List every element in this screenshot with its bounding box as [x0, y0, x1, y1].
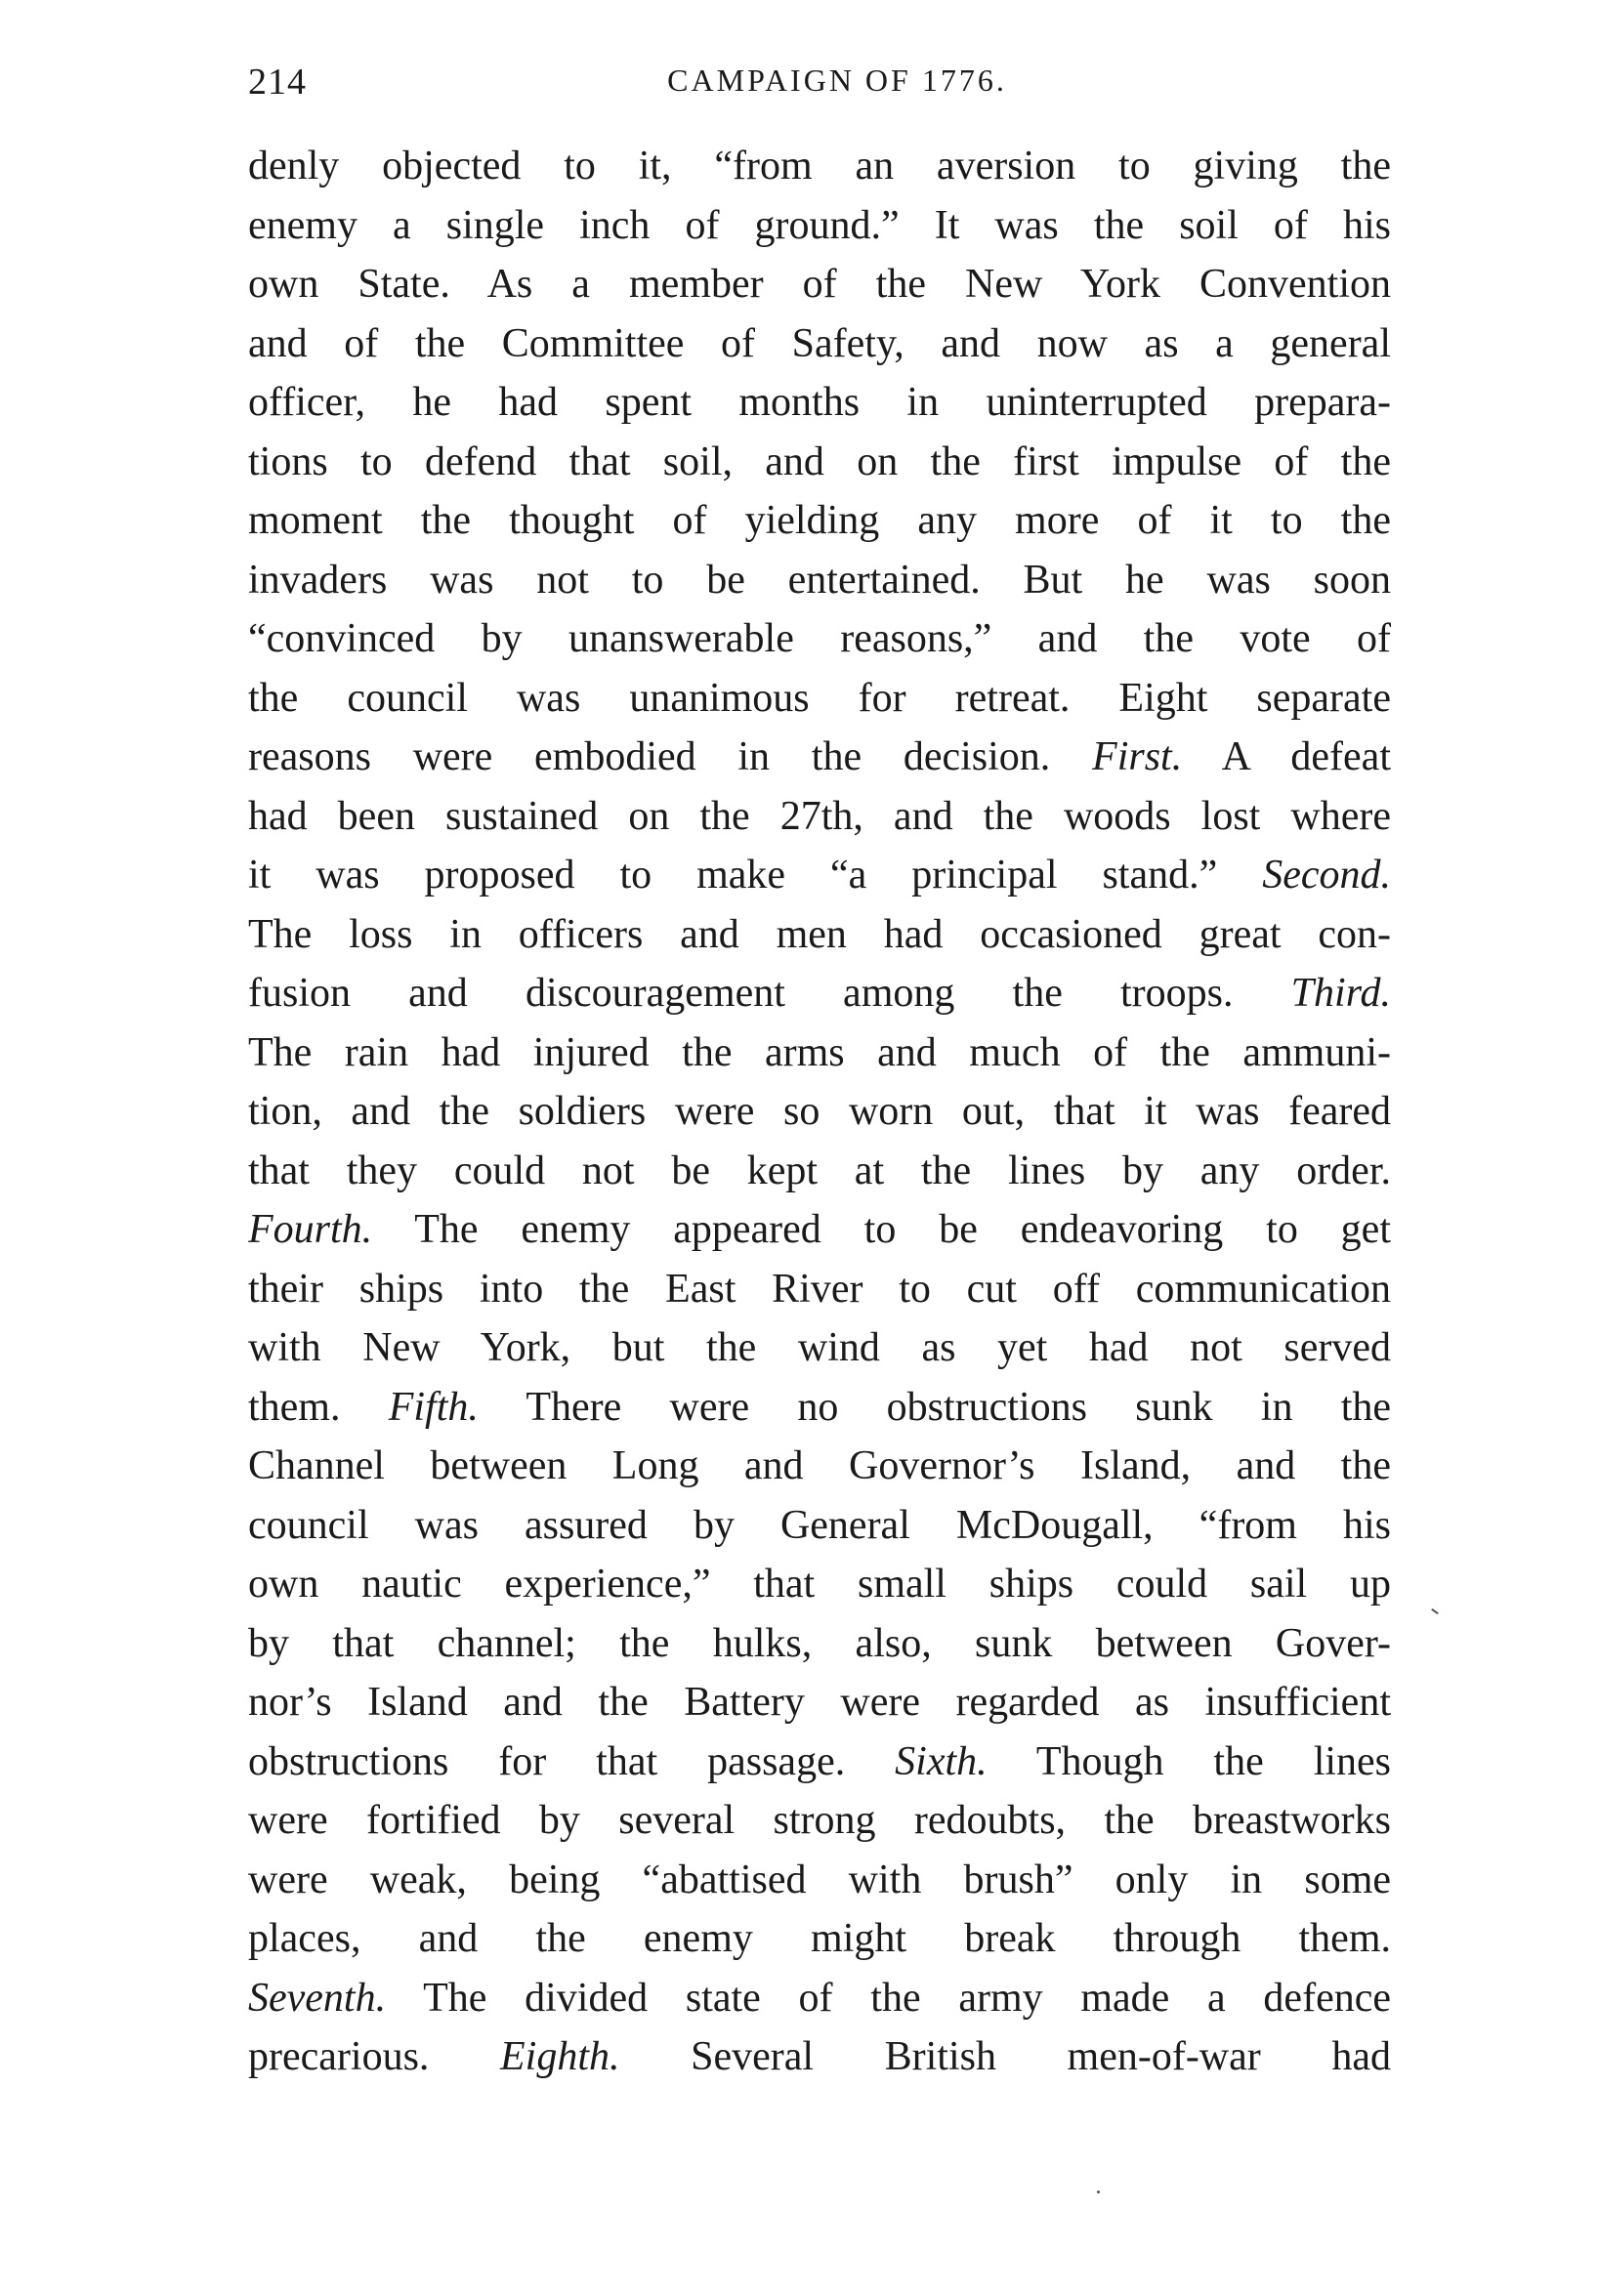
text-line — [248, 846, 1391, 905]
print-speck — [1097, 2191, 1100, 2193]
text-line — [248, 1673, 1391, 1732]
text-run: by that channel; the hulks, also, sunk between Gover- — [248, 1620, 1391, 1666]
text-run: nor’s Island and the Battery were regarded as insufficient — [248, 1680, 1391, 1725]
text-line — [248, 609, 1391, 669]
text-run: enemy a single inch of ground.” It was the soil of his — [248, 202, 1391, 248]
text-run: The divided state of the army made a defence — [386, 1975, 1391, 2021]
text-line — [248, 491, 1391, 551]
running-head: CAMPAIGN OF 1776. — [667, 63, 1007, 98]
text-line — [248, 1791, 1391, 1851]
italic-run: First. — [1092, 734, 1183, 779]
italic-run: Sixth. — [895, 1738, 988, 1784]
text-line — [248, 196, 1391, 256]
text-run: invaders was not to be entertained. But he was soon — [248, 557, 1391, 603]
text-line — [248, 1496, 1391, 1556]
text-line — [248, 2027, 1391, 2087]
text-line — [248, 433, 1391, 492]
text-run: moment the thought of yielding any more of it to the — [248, 498, 1391, 543]
text-run: The rain had injured the arms and much of the ammuni- — [248, 1029, 1391, 1075]
text-run: it was proposed to make “a principal stand.” — [248, 853, 1263, 898]
text-line — [248, 1851, 1391, 1910]
italic-run: Seventh. — [248, 1975, 387, 2021]
text-line — [248, 1909, 1391, 1969]
text-line — [248, 1437, 1391, 1496]
text-line — [248, 787, 1391, 847]
text-run: their ships into the East River to cut off communication — [248, 1266, 1391, 1312]
text-line — [248, 1200, 1391, 1260]
italic-run: Fourth. — [248, 1207, 373, 1252]
text-run: fusion and discouragement among the troops. — [248, 971, 1291, 1016]
text-run: tion, and the soldiers were so worn out, that it was feared — [248, 1089, 1391, 1134]
text-line — [248, 1023, 1391, 1083]
page-number: 214 — [248, 62, 307, 103]
text-line — [248, 1555, 1391, 1614]
italic-run: Third. — [1290, 971, 1391, 1016]
text-run: reasons were embodied in the decision. — [248, 734, 1093, 779]
text-line — [248, 1378, 1391, 1438]
text-run: the council was unanimous for retreat. Eight separate — [248, 675, 1391, 721]
text-run: own State. As a member of the New York Convention — [248, 262, 1391, 307]
text-line — [248, 669, 1391, 729]
text-line — [248, 551, 1391, 610]
text-line — [248, 728, 1391, 787]
text-run: and of the Committee of Safety, and now as a general — [248, 320, 1391, 366]
italic-run: Second. — [1262, 853, 1391, 898]
italic-run: Fifth. — [388, 1384, 479, 1430]
text-run: own nautic experience,” that small ships could sail up — [248, 1562, 1391, 1607]
text-run: officer, he had spent months in uninterrupted prepara- — [248, 380, 1391, 425]
text-line — [248, 1969, 1391, 2028]
text-line — [248, 255, 1391, 314]
text-line — [248, 1260, 1391, 1319]
text-run: A defeat — [1182, 734, 1391, 779]
text-run: with New York, but the wind as yet had not served — [248, 1325, 1391, 1370]
text-line — [248, 314, 1391, 374]
text-line — [248, 1732, 1391, 1792]
text-line — [248, 1142, 1391, 1201]
text-run: precarious. — [248, 2034, 500, 2079]
body-text — [248, 137, 1391, 2087]
text-run: Though the lines — [987, 1738, 1391, 1784]
text-run: The enemy appeared to be endeavoring to get — [372, 1207, 1391, 1252]
text-run: places, and the enemy might break through them. — [248, 1916, 1391, 1961]
text-line — [248, 1614, 1391, 1674]
text-line — [248, 1082, 1391, 1142]
text-line — [248, 137, 1391, 196]
text-run: Several British men-of-war had — [619, 2034, 1391, 2079]
text-run: that they could not be kept at the lines by any order. — [248, 1148, 1391, 1193]
text-run: had been sustained on the 27th, and the woods lost where — [248, 793, 1391, 839]
text-line — [248, 1318, 1391, 1378]
print-speck — [1431, 1608, 1439, 1614]
text-run: tions to defend that soil, and on the first impulse of the — [248, 438, 1391, 484]
text-run: obstructions for that passage. — [248, 1738, 896, 1784]
text-run: The loss in officers and men had occasioned great con- — [248, 911, 1391, 957]
text-run: denly objected to it, “from an aversion to giving the — [248, 144, 1391, 188]
text-run: were fortified by several strong redoubts, the breastworks — [248, 1798, 1391, 1843]
text-run: There were no obstructions sunk in the — [478, 1384, 1391, 1430]
page-header — [248, 51, 1397, 109]
text-run: council was assured by General McDougall, “from his — [248, 1502, 1391, 1548]
text-line — [248, 964, 1391, 1023]
italic-run: Eighth. — [500, 2034, 620, 2079]
text-run: Channel between Long and Governor’s Island, and the — [248, 1443, 1391, 1488]
text-run: them. — [248, 1384, 389, 1430]
text-run: “convinced by unanswerable reasons,” and the vote of — [248, 616, 1391, 661]
text-line — [248, 373, 1391, 433]
text-line — [248, 905, 1391, 965]
text-run: were weak, being “abattised with brush” only in some — [248, 1857, 1391, 1902]
